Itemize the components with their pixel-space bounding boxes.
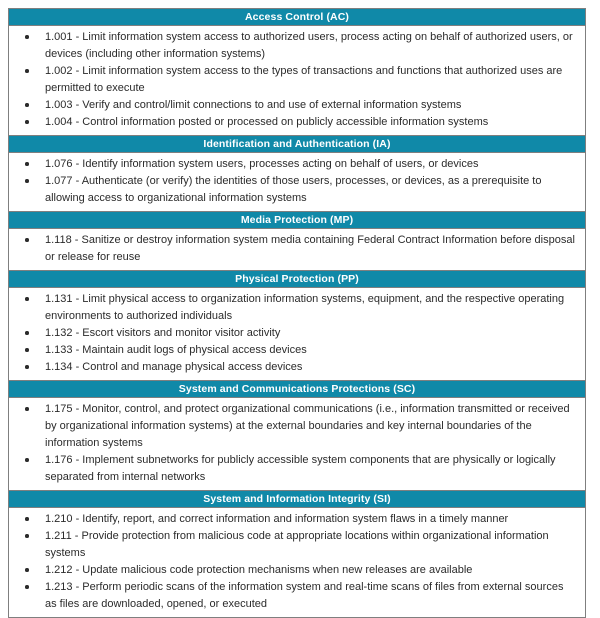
square-bullet-icon bbox=[25, 297, 29, 301]
list-item bbox=[9, 579, 585, 613]
list-item bbox=[9, 156, 585, 173]
requirement-text: 1.001 - Limit information system access to authorized users, process acting on behalf of authorized users, or devices (including other information systems) bbox=[45, 31, 573, 60]
square-bullet-icon bbox=[25, 238, 29, 242]
square-bullet-icon bbox=[25, 348, 29, 352]
requirement-text: 1.002 - Limit information system access to the types of transactions and functions that authorized uses are permitted to execute bbox=[45, 65, 563, 94]
square-bullet-icon bbox=[25, 458, 29, 462]
square-bullet-icon bbox=[25, 162, 29, 166]
requirement-section bbox=[9, 9, 585, 135]
requirement-text: 1.132 - Escort visitors and monitor visitor activity bbox=[45, 327, 281, 339]
requirement-text: 1.076 - Identify information system users, processes acting on behalf of users, or devices bbox=[45, 158, 479, 170]
list-item bbox=[9, 452, 585, 486]
list-item bbox=[9, 173, 585, 207]
requirement-text: 1.211 - Provide protection from malicious code at appropriate locations within organizational information systems bbox=[45, 530, 549, 559]
requirement-section bbox=[9, 135, 585, 211]
list-item bbox=[9, 342, 585, 359]
section-header-mp: Media Protection (MP) bbox=[9, 211, 585, 229]
requirement-text: 1.213 - Perform periodic scans of the information system and real-time scans of files from external sources as files are downloaded, opened, or executed bbox=[45, 581, 564, 610]
square-bullet-icon bbox=[25, 331, 29, 335]
section-header-si: System and Information Integrity (SI) bbox=[9, 490, 585, 508]
requirement-text: 1.118 - Sanitize or destroy information system media containing Federal Contract Information before disposal or release for reuse bbox=[45, 234, 575, 263]
list-item bbox=[9, 29, 585, 63]
requirement-list bbox=[9, 229, 585, 270]
requirement-text: 1.176 - Implement subnetworks for publicly accessible system components that are physically or logically separated from internal networks bbox=[45, 454, 556, 483]
requirement-list bbox=[9, 288, 585, 380]
list-item bbox=[9, 511, 585, 528]
requirement-section bbox=[9, 270, 585, 380]
list-item bbox=[9, 528, 585, 562]
section-header-ac: Access Control (AC) bbox=[9, 9, 585, 26]
requirement-text: 1.077 - Authenticate (or verify) the identities of those users, processes, or devices, as a prerequisite to allowing access to organizational information systems bbox=[45, 175, 542, 204]
requirement-text: 1.133 - Maintain audit logs of physical access devices bbox=[45, 344, 307, 356]
square-bullet-icon bbox=[25, 585, 29, 589]
requirement-text: 1.003 - Verify and control/limit connections to and use of external information systems bbox=[45, 99, 462, 111]
list-item bbox=[9, 401, 585, 452]
requirement-text: 1.131 - Limit physical access to organization information systems, equipment, and the respective operating environments to authorized individuals bbox=[45, 293, 565, 322]
section-header-ia: Identification and Authentication (IA) bbox=[9, 135, 585, 153]
square-bullet-icon bbox=[25, 365, 29, 369]
requirement-list bbox=[9, 508, 585, 617]
section-header-pp: Physical Protection (PP) bbox=[9, 270, 585, 288]
requirement-section bbox=[9, 380, 585, 490]
square-bullet-icon bbox=[25, 517, 29, 521]
requirement-list bbox=[9, 26, 585, 135]
square-bullet-icon bbox=[25, 407, 29, 411]
requirement-list bbox=[9, 153, 585, 211]
requirements-table bbox=[8, 8, 586, 618]
square-bullet-icon bbox=[25, 35, 29, 39]
square-bullet-icon bbox=[25, 103, 29, 107]
requirement-text: 1.210 - Identify, report, and correct information and information system flaws in a timely manner bbox=[45, 513, 509, 525]
list-item bbox=[9, 325, 585, 342]
requirement-section bbox=[9, 490, 585, 617]
square-bullet-icon bbox=[25, 69, 29, 73]
requirement-text: 1.004 - Control information posted or processed on publicly accessible information systems bbox=[45, 116, 489, 128]
requirement-text: 1.212 - Update malicious code protection mechanisms when new releases are available bbox=[45, 564, 473, 576]
list-item bbox=[9, 359, 585, 376]
list-item bbox=[9, 97, 585, 114]
square-bullet-icon bbox=[25, 568, 29, 572]
list-item bbox=[9, 63, 585, 97]
square-bullet-icon bbox=[25, 179, 29, 183]
square-bullet-icon bbox=[25, 120, 29, 124]
section-header-sc: System and Communications Protections (SC) bbox=[9, 380, 585, 398]
list-item bbox=[9, 562, 585, 579]
list-item bbox=[9, 232, 585, 266]
requirement-section bbox=[9, 211, 585, 270]
requirement-list bbox=[9, 398, 585, 490]
requirement-text: 1.175 - Monitor, control, and protect organizational communications (i.e., information transmitted or received by organizational information systems) at the external boundaries and key internal boundaries of the information systems bbox=[45, 403, 570, 449]
requirement-text: 1.134 - Control and manage physical access devices bbox=[45, 361, 303, 373]
square-bullet-icon bbox=[25, 534, 29, 538]
list-item bbox=[9, 291, 585, 325]
list-item bbox=[9, 114, 585, 131]
